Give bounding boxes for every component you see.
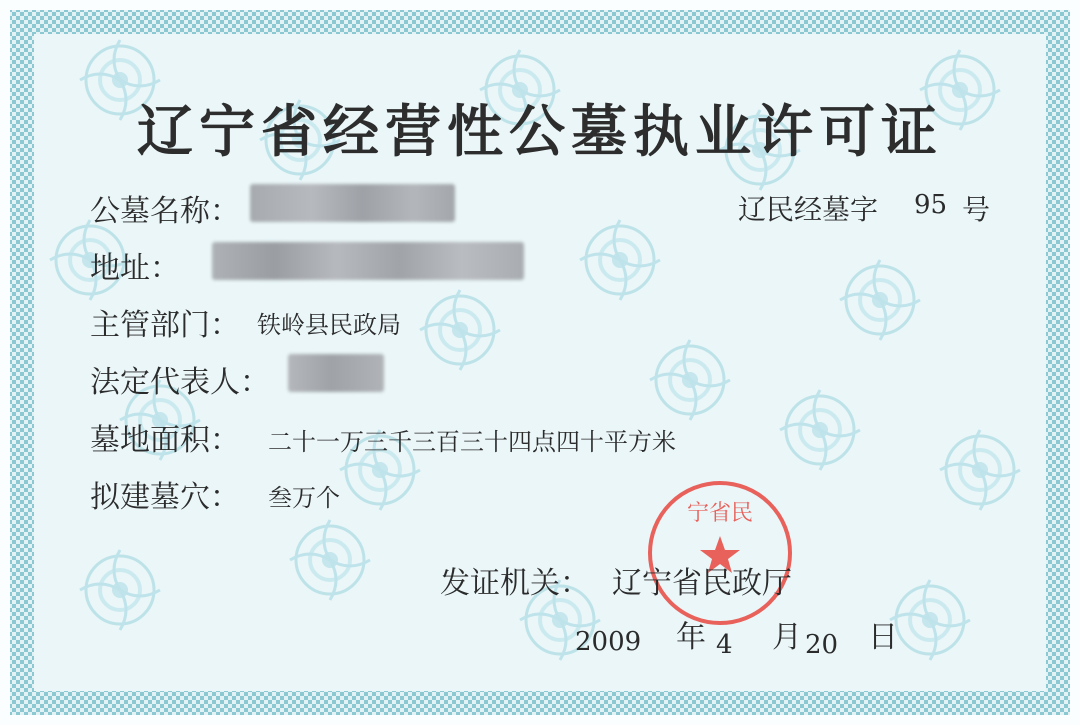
date-day-unit: 日: [868, 620, 898, 655]
certificate-title: 辽宁省经营性公墓执业许可证: [137, 100, 943, 165]
authority-value: 铁岭县民政局: [257, 311, 401, 339]
cert-number: 95: [914, 190, 948, 220]
cert-number-prefix: 辽民经墓字: [738, 193, 879, 226]
seal-text: 宁省民: [686, 501, 754, 526]
date-year-unit: 年: [676, 620, 706, 655]
date-day: 20: [805, 630, 839, 660]
date-year: 2009: [575, 627, 642, 657]
area-value: 二十一万三千三百三十四点四十平方米: [268, 428, 676, 456]
issuer-value: 辽宁省民政厅: [612, 566, 792, 601]
address-redaction: [212, 242, 524, 280]
cert-number-suffix: 号: [962, 193, 991, 226]
official-seal: [645, 478, 795, 628]
legal-rep-redaction: [288, 354, 384, 392]
date-month: 4: [716, 630, 733, 660]
cemetery-name-label: 公墓名称：: [90, 194, 240, 229]
area-label: 墓地面积：: [90, 423, 240, 458]
graves-label: 拟建墓穴：: [90, 480, 240, 515]
authority-label: 主管部门：: [90, 308, 240, 343]
issuer-label: 发证机关：: [440, 566, 590, 601]
graves-value: 叁万个: [268, 484, 340, 512]
legal-rep-label: 法定代表人：: [90, 365, 270, 400]
address-label: 地址：: [90, 251, 180, 286]
date-month-unit: 月: [772, 620, 802, 655]
cemetery-name-redaction: [250, 184, 455, 222]
